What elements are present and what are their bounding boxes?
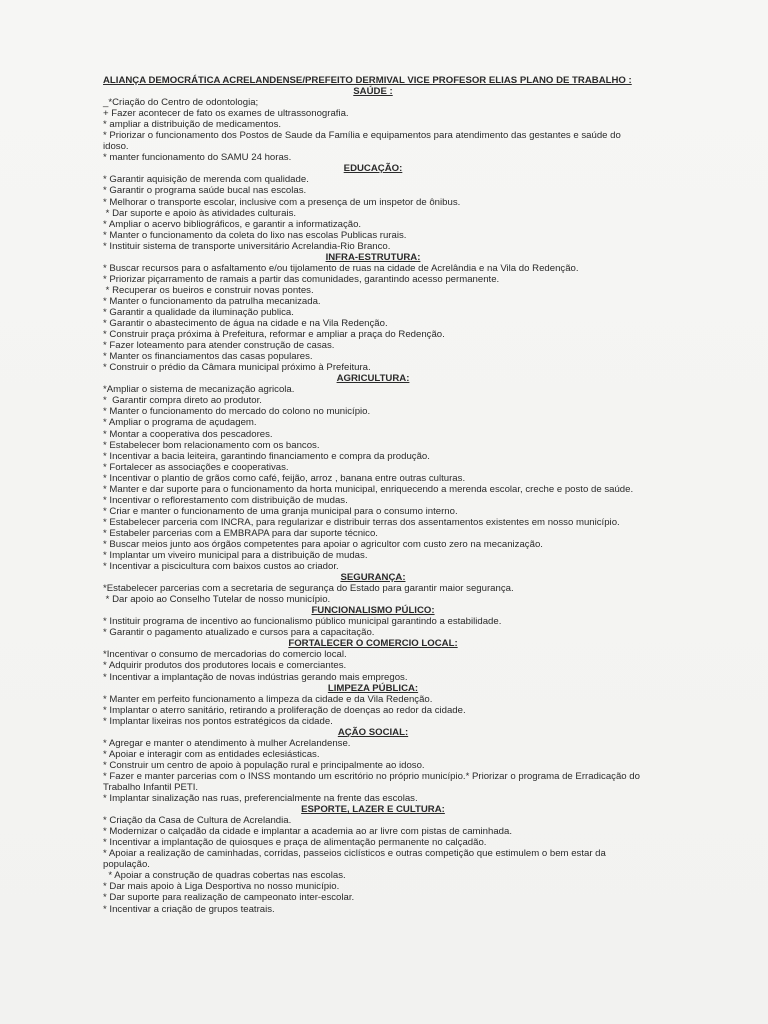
section (103, 373, 643, 572)
plan-item: * Montar a cooperativa dos pescadores. (103, 428, 273, 440)
plan-item: *Incentivar o consumo de mercadorias do comercio local. (103, 649, 347, 661)
plan-item: * Melhorar o transporte escolar, inclusive com a presença de um inspetor de ônibus. (103, 196, 461, 208)
plan-item: * Incentivar a criação de grupos teatrais. (103, 903, 275, 915)
plan-item: * Implantar sinalização nas ruas, preferencialmente na frente das escolas. (103, 793, 418, 805)
plan-item: * Manter e dar suporte para o funcionamento da horta municipal, enriquecendo a merenda escolar, creche e posto de saúde. (103, 483, 634, 495)
plan-item: * Modernizar o calçadão da cidade e implantar a academia ao ar livre com pistas de caminhada. (103, 826, 513, 838)
plan-item: * Estabelecer parceria com INCRA, para regularizar e distribuir terras dos assentamentos existentes em nosso município. (103, 516, 620, 528)
plan-item: * Fortalecer as associações e cooperativas. (103, 461, 289, 473)
plan-item: * Dar suporte e apoio às atividades culturais. (103, 207, 297, 219)
section (103, 727, 643, 804)
plan-item: * Implantar o aterro sanitário, retirando a proliferação de doenças ao redor da cidade. (103, 704, 466, 716)
plan-item: * Agregar e manter o atendimento à mulher Acrelandense. (103, 737, 351, 749)
plan-item: * Fazer e manter parcerias com o INSS montando um escritório no próprio município.* Priorizar o programa de Erradicação do Trabalho Infantil PETI. (103, 770, 643, 793)
section (103, 572, 643, 605)
section-heading: ESPORTE, LAZER E CULTURA: (301, 804, 445, 816)
sections-container (103, 86, 643, 915)
plan-item: * Manter em perfeito funcionamento a limpeza da cidade e da Vila Redenção. (103, 693, 433, 705)
plan-item: * Instituir programa de incentivo ao funcionalismo público municipal garantindo a estabilidade. (103, 616, 502, 628)
plan-item: * Manter os financiamentos das casas populares. (103, 351, 313, 363)
plan-item: * Incentivar a implantação de quiosques e praça de alimentação permanente no calçadão. (103, 837, 487, 849)
plan-item: * Ampliar o programa de açudagem. (103, 417, 257, 429)
section (103, 163, 643, 251)
plan-item: * Incentivar a bacia leiteira, garantindo financiamento e compra da produção. (103, 450, 430, 462)
plan-item: * Implantar um viveiro municipal para a distribuição de mudas. (103, 550, 368, 562)
section-heading: LIMPEZA PÚBLICA: (327, 682, 419, 694)
plan-item: * Garantir o programa saúde bucal nas escolas. (103, 185, 307, 197)
plan-item: * Fazer loteamento para atender construção de casas. (103, 340, 335, 352)
plan-item: *Estabelecer parcerias com a secretaria de segurança do Estado para garantir maior segurança. (103, 583, 514, 595)
plan-item: * Adquirir produtos dos produtores locais e comerciantes. (103, 660, 347, 672)
plan-item: * Garantir o abastecimento de água na cidade e na Vila Redenção. (103, 318, 388, 330)
plan-item: * Manter o funcionamento do mercado do colono no município. (103, 406, 371, 418)
plan-item: * Criação da Casa de Cultura de Acrelandia. (103, 815, 292, 827)
plan-item: * Apoiar a construção de quadras cobertas nas escolas. (103, 870, 346, 882)
plan-item: * Garantir compra direto ao produtor. (103, 395, 262, 407)
plan-item: * Construir o prédio da Câmara municipal próximo à Prefeitura. (103, 362, 371, 374)
plan-item: * Construir praça próxima à Prefeitura, reformar e ampliar a praça do Redenção. (103, 329, 445, 341)
section-heading: FUNCIONALISMO PÚLICO: (311, 605, 435, 617)
plan-item: * Manter o funcionamento da patrulha mecanizada. (103, 295, 321, 307)
plan-item: * Incentivar a piscicultura com baixos custos ao criador. (103, 561, 339, 573)
plan-item: * Garantir o pagamento atualizado e cursos para a capacitação. (103, 627, 375, 639)
plan-item: * Buscar meios junto aos órgãos competentes para apoiar o agricultor com custo zero na mecanização. (103, 538, 543, 550)
section-heading: AÇÃO SOCIAL: (337, 726, 409, 738)
section (103, 638, 643, 682)
plan-item: _*Criação do Centro de odontologia; (103, 97, 259, 109)
plan-item: * Dar suporte para realização de campeonato inter-escolar. (103, 892, 355, 904)
plan-item: * Priorizar o funcionamento dos Postos de Saude da Família e equipamentos para atendimento das gestantes e saúde do idoso. (103, 130, 624, 153)
plan-item: * manter funcionamento do SAMU 24 horas. (103, 152, 292, 164)
plan-item: * Criar e manter o funcionamento de uma granja municipal para o consumo interno. (103, 505, 458, 517)
plan-item: * Apoiar a realização de caminhadas, corridas, passeios ciclísticos e outras competição que estimulem o bem estar da população. (103, 848, 609, 871)
plan-item: * Estabeler parcerias com a EMBRAPA para dar suporte técnico. (103, 527, 378, 539)
plan-item: * Incentivar a implantação de novas indústrias gerando mais empregos. (103, 671, 408, 683)
plan-item: + Fazer acontecer de fato os exames de ultrassonografia. (103, 108, 349, 120)
section (103, 86, 643, 163)
section-heading: AGRICULTURA: (336, 373, 410, 385)
plan-item: * Dar mais apoio à Liga Desportiva no nosso município. (103, 881, 340, 893)
section-heading: SAÚDE : (353, 86, 393, 98)
section-heading: EDUCAÇÃO: (343, 163, 403, 175)
plan-item: * Recuperar os bueiros e construir novas pontes. (103, 284, 314, 296)
section (103, 683, 643, 727)
section-heading: FORTALECER O COMERCIO LOCAL: (288, 638, 458, 650)
plan-item: * Garantir a qualidade da iluminação publica. (103, 306, 294, 318)
plan-item: * Instituir sistema de transporte universitário Acrelandia-Rio Branco. (103, 240, 391, 252)
plan-item: * Incentivar o reflorestamento com distribuição de mudas. (103, 494, 348, 506)
plan-item: * Manter o funcionamento da coleta do lixo nas escolas Publicas rurais. (103, 229, 407, 241)
plan-item: * Ampliar o acervo bibliográficos, e garantir a informatização. (103, 218, 362, 230)
section (103, 804, 643, 914)
plan-item: * Implantar lixeiras nos pontos estratégicos da cidade. (103, 715, 333, 727)
section-heading: INFRA-ESTRUTURA: (325, 251, 421, 263)
document-body (103, 75, 643, 915)
section (103, 605, 643, 638)
plan-item: * Buscar recursos para o asfaltamento e/ou tijolamento de ruas na cidade de Acrelândia e na Vila do Redenção. (103, 262, 579, 274)
plan-item: * Incentivar o plantio de grãos como café, feijão, arroz , banana entre outras culturas. (103, 472, 466, 484)
plan-item: *Ampliar o sistema de mecanização agricola. (103, 384, 295, 396)
section (103, 252, 643, 374)
plan-item: * Estabelecer bom relacionamento com os bancos. (103, 439, 320, 451)
document-title: ALIANÇA DEMOCRÁTICA ACRELANDENSE/PREFEITO DERMIVAL VICE PROFESOR ELIAS PLANO DE TRABALHO : (103, 75, 632, 86)
section-heading: SEGURANÇA: (340, 572, 406, 584)
plan-item: * Priorizar piçarramento de ramais a partir das comunidades, garantindo acesso permanente. (103, 273, 500, 285)
plan-item: * Garantir aquisição de merenda com qualidade. (103, 174, 309, 186)
plan-item: * Apoiar e interagir com as entidades eclesiásticas. (103, 748, 320, 760)
plan-item: * Dar apoio ao Conselho Tutelar de nosso município. (103, 594, 331, 606)
plan-item: * ampliar a distribuição de medicamentos. (103, 119, 282, 131)
plan-item: * Construir um centro de apoio à população rural e principalmente ao idoso. (103, 759, 425, 771)
